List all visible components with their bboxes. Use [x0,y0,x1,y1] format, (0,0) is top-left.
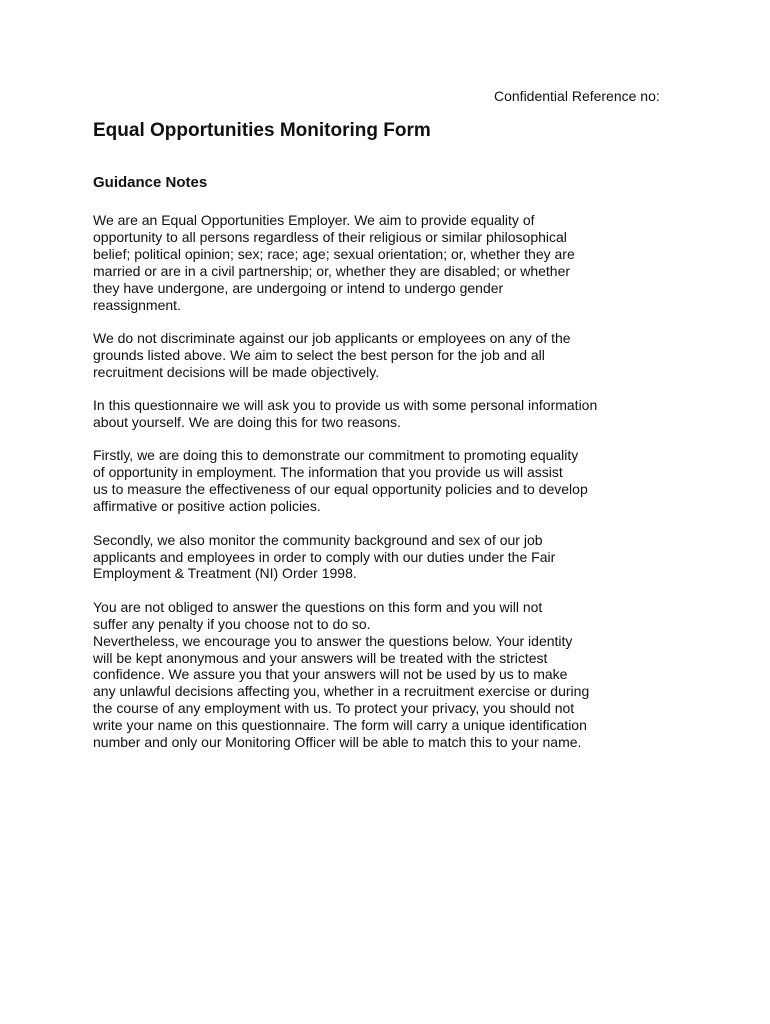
paragraph-line: of opportunity in employment. The information that you provide us will assist [93,464,563,481]
paragraph-line: applicants and employees in order to comply with our duties under the Fair [93,548,556,565]
guidance-notes-heading: Guidance Notes [93,174,208,191]
guidance-body [93,212,663,767]
guidance-paragraph [93,599,663,751]
guidance-paragraph [93,532,663,583]
paragraph-line: Secondly, we also monitor the community background and sex of our job [93,531,543,548]
paragraph-line: You are not obliged to answer the questions on this form and you will not [93,598,543,615]
paragraph-line: recruitment decisions will be made objectively. [93,363,380,380]
guidance-paragraph [93,212,663,313]
paragraph-line: confidence. We assure you that your answers will not be used by us to make [93,666,568,683]
form-title: Equal Opportunities Monitoring Form [93,120,431,141]
paragraph-line: will be kept anonymous and your answers will be treated with the strictest [93,649,548,666]
guidance-paragraph [93,397,663,431]
paragraph-line: write your name on this questionnaire. The form will carry a unique identification [93,717,587,734]
paragraph-line: In this questionnaire we will ask you to provide us with some personal information [93,397,598,414]
paragraph-line: us to measure the effectiveness of our equal opportunity policies and to develop [93,481,588,498]
paragraph-line: suffer any penalty if you choose not to do so. [93,615,371,632]
paragraph-line: opportunity to all persons regardless of their religious or similar philosophical [93,228,567,245]
paragraph-line: belief; political opinion; sex; race; age; sexual orientation; or, whether they are [93,245,575,262]
paragraph-line: number and only our Monitoring Officer will be able to match this to your name. [93,734,582,751]
paragraph-line: the course of any employment with us. To protect your privacy, you should not [93,700,575,717]
paragraph-line: they have undergone, are undergoing or intend to undergo gender [93,279,504,296]
paragraph-line: affirmative or positive action policies. [93,498,321,515]
guidance-paragraph [93,447,663,515]
paragraph-line: any unlawful decisions affecting you, whether in a recruitment exercise or during [93,683,590,700]
confidential-reference-label: Confidential Reference no: [494,88,660,104]
paragraph-line: grounds listed above. We aim to select the best person for the job and all [93,346,545,363]
guidance-paragraph [93,330,663,381]
paragraph-line: Firstly, we are doing this to demonstrate our commitment to promoting equality [93,447,579,464]
paragraph-line: married or are in a civil partnership; or, whether they are disabled; or whether [93,262,571,279]
paragraph-line: Nevertheless, we encourage you to answer the questions below. Your identity [93,632,573,649]
paragraph-line: reassignment. [93,296,181,313]
paragraph-line: We do not discriminate against our job applicants or employees on any of the [93,329,571,346]
paragraph-line: Employment & Treatment (NI) Order 1998. [93,565,357,582]
paragraph-line: We are an Equal Opportunities Employer. We aim to provide equality of [93,212,535,228]
paragraph-line: about yourself. We are doing this for two reasons. [93,414,401,431]
